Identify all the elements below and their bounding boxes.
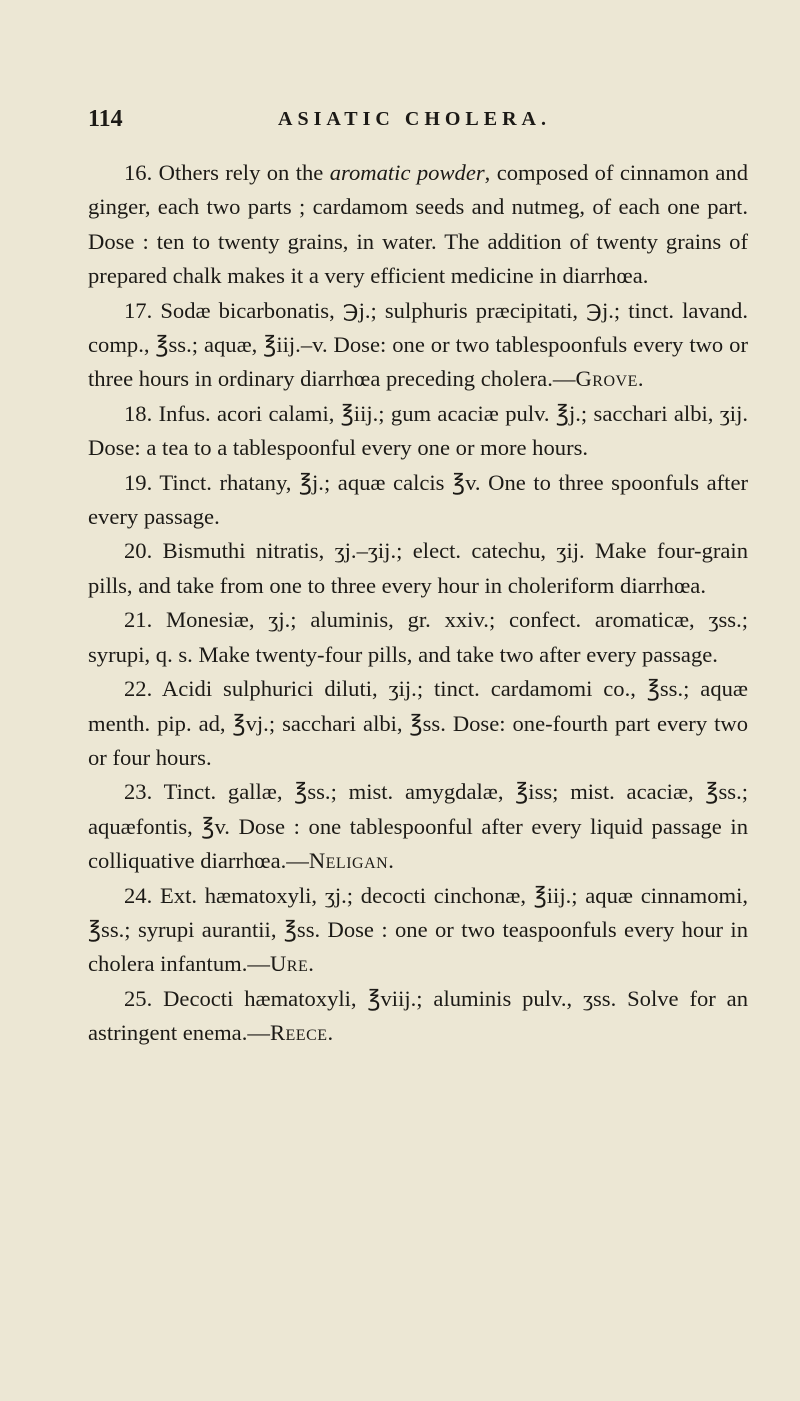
- paragraph-21: [88, 603, 748, 672]
- page-header: [88, 106, 748, 136]
- paragraph-text: 23. Tinct. gallæ, ℥ss.; mist. amygdalæ, ℥iss; mist. acaciæ, ℥ss.; aquæfontis, ℥v. Dose : one tablespoonful after every liquid passage in colliquative diarrhœa.—: [88, 779, 748, 874]
- paragraph-text: 18. Infus. acori calami, ℥iij.; gum acaciæ pulv. ℥j.; sacchari albi, ʒij. Dose: a tea to a tablespoonful every one or more hours.: [88, 400, 748, 461]
- paragraph-text: 17. Sodæ bicarbonatis, ℈j.; sulphuris præcipitati, ℈j.; tinct. lavand. comp., ℥ss.; aquæ, ℥iij.–v. Dose: one or two tablespoonfuls every two or three hours in ordinary diarrhœa preceding cholera.—: [88, 297, 748, 392]
- paragraph-17: [88, 294, 748, 397]
- paragraph-18: [88, 397, 748, 466]
- paragraph-text: 22. Acidi sulphurici diluti, ʒij.; tinct. cardamomi co., ℥ss.; aquæ menth. pip. ad, ℥vj.; sacchari albi, ℥ss. Dose: one-fourth part every two or four hours.: [88, 676, 748, 770]
- paragraph-text: 19. Tinct. rhatany, ℥j.; aquæ calcis ℥v. One to three spoonfuls after every passage.: [88, 469, 748, 530]
- paragraph-text: 20. Bismuthi nitratis, ʒj.–ʒij.; elect. catechu, ʒij. Make four-grain pills, and take from one to three every hour in choleriform diarrhœa.: [88, 538, 748, 598]
- paragraph-20: [88, 534, 748, 603]
- page-number: 114: [88, 106, 123, 132]
- paragraph-text: 16. Others rely on the: [124, 160, 330, 185]
- paragraph-text: 21. Monesiæ, ʒj.; aluminis, gr. xxiv.; confect. aromaticæ, ʒss.; syrupi, q. s. Make twenty-four pills, and take two after every passage.: [88, 607, 748, 667]
- paragraph-text: , composed of cinnamon and ginger, each two parts ; cardamom seeds and nutmeg, of each one part. Dose : ten to twenty grains, in water. The addition of twenty grains of prepared chalk makes it a very efficient medicine in diarrhœa.: [88, 160, 748, 289]
- paragraph-text: 24. Ext. hæmatoxyli, ʒj.; decocti cinchonæ, ℥iij.; aquæ cinnamomi, ℥ss.; syrupi aurantii, ℥ss. Dose : one or two teaspoonfuls every hour in cholera infantum.—: [88, 882, 748, 977]
- author-credit: Grove.: [575, 366, 644, 392]
- author-credit: Ure.: [269, 951, 315, 977]
- paragraph-19: [88, 466, 748, 535]
- paragraph-22: [88, 672, 748, 775]
- page-body: [88, 156, 748, 1051]
- paragraph-23: [88, 775, 748, 878]
- paragraph-text: 25. Decocti hæmatoxyli, ℥viij.; aluminis pulv., ʒss. Solve for an astringent enema.—: [88, 985, 748, 1046]
- author-credit: Neligan.: [308, 848, 395, 874]
- emphasis-text: aromatic powder: [329, 160, 485, 185]
- paragraph-25: [88, 982, 748, 1051]
- paragraph-16: [88, 156, 748, 294]
- author-credit: Reece.: [269, 1020, 334, 1046]
- running-head: ASIATIC CHOLERA.: [278, 108, 551, 130]
- paragraph-24: [88, 879, 748, 982]
